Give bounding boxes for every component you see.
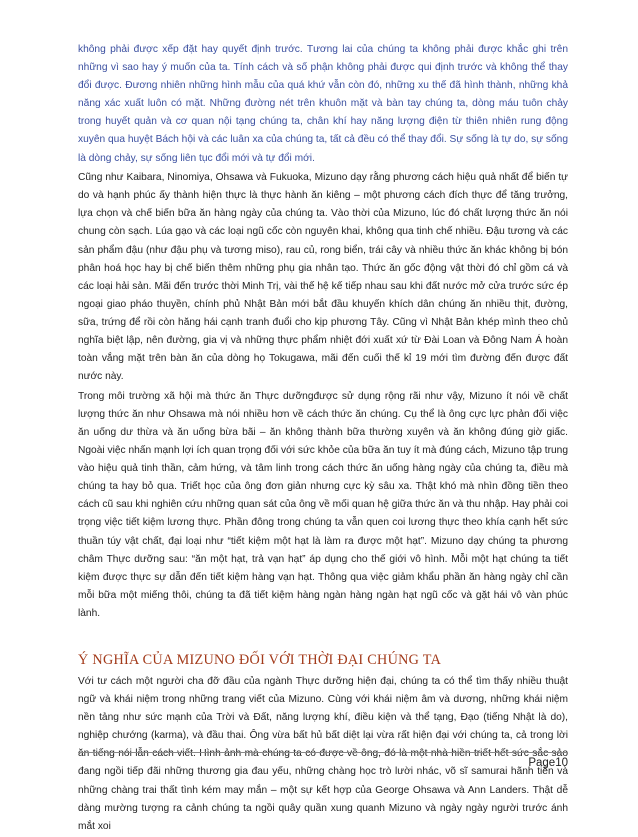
page-footer <box>78 752 568 777</box>
page-content <box>78 41 568 837</box>
paragraph-continued: không phải được xếp đặt hay quyết định trước. Tương lai của chúng ta không phải được khắc ghi trên những vì sao hay ý muốn của ta. Tính cách và số phận không phải được qui định trước và không thể thay đổi được. Đương nhiên những hình mẫu của quá khứ vẫn còn đó, những xu thế đã hình thành, những khả năng xác xuất luôn có mặt. Những đường nét trên khuôn mặt và bàn tay chúng ta, dòng máu tuôn chảy trong huyết quản và cơ quan nội tạng chúng ta, chân khí hay năng lượng điện từ thiên nhiên rung động xuyên qua huyệt Bách hội và các luân xa của chúng ta, tất cả đều có thể thay đổi. Sự sống là tự do, sự sống là dòng chảy, sự sống liên tục đổi mới và tự đổi mới. <box>78 44 568 164</box>
paragraph-eating-habits: Trong môi trường xã hội mà thức ăn Thực dưỡngđược sử dụng rộng rãi như vậy, Mizuno ít nói về chất lượng thức ăn như Ohsawa mà nói nhiều hơn về cách thức ăn chúng. Cụ thể là ông cực lực phản đối việc ăn uống dư thừa và ăn uống bừa bãi – ăn không thành bữa thường xuyên và ăn không đúng giờ giấc. Ngoài việc nhấn mạnh lợi ích quan trọng đối với sức khỏe của bữa ăn tuy ít mà đúng cách, Mizuno tập trung vào hiệu quả tinh thần, cảm hứng, và tâm linh trong cách thức ăn uống hàng ngày của chúng ta, điều mà chúng ta hay bỏ qua. Triết học của ông đơn giản nhưng cực kỳ sâu xa. Thật khó mà nhìn đồng tiền theo cách cũ sau khi nghiên cứu những quan sát của ông về mối quan hệ giữa thức ăn và thu nhập. Hay phải coi trọng việc tiết kiệm lương thực. Phần đông trong chúng ta vẫn quen coi lương thực theo khía cạnh hết sức thuần túy vật chất, đại loại như “tiết kiệm một hạt là làm ra được một hạt”. Mizuno dạy chúng ta phương châm Thực dưỡng sau: “ăn một hạt, trả vạn hạt” áp dụng cho thế giới vô hình. Mỗi một hạt chúng ta tiết kiệm được thực sự dẫn đến tiết kiệm hàng vạn hạt. Thông qua việc giảm khẩu phần ăn hàng ngày chỉ cần mỗi bữa một miếng thôi, chúng ta đã tiết kiệm hàng ngàn hàng ngàn hạt ngũ cốc và gặt hái vô vàn phúc lành. <box>78 390 568 619</box>
page-number <box>528 757 568 769</box>
section-heading: Ý NGHĨA CỦA MIZUNO ĐỐI VỚI THỜI ĐẠI CHÚNG TA <box>78 652 442 668</box>
paragraph-mizuno-significance: Với tư cách một người cha đỡ đầu của ngành Thực dưỡng hiện đại, chúng ta có thể tìm thấy nhiều thuật ngữ và khái niệm trong những trang viết của Mizuno. Cùng với khái niệm âm và dương, những khái niệm nền tảng như sức mạnh của Trời và Đất, năng lượng khí, điều kiện và thể tạng, Đạo (tiếng Nhật là do), nghiệp chướng (karma), và đầu thai. Ông vừa bất hủ bất diệt lại vừa rất hiện đại với chúng ta, cả trong lời ăn tiếng nói lẫn cách viết. Hình ảnh mà chúng ta có được về ông, đó là một nhà hiền triết hết sức sắc sảo đang ngồi tiếp đãi những thương gia đau yếu, những chàng học trò lười nhác, võ sĩ samurai hãnh tiến và những chàng trai thất tình kém may mắn – một sự kết hợp của George Ohsawa và Ann Landers. Thật dễ dàng mường tượng ra cảnh chúng ta ngồi quây quần xung quanh Mizuno và ngày ngày người trước ánh mắt xoi <box>78 676 568 832</box>
page-label: Page <box>528 757 556 769</box>
paragraph-mizuno-diet: Cũng như Kaibara, Ninomiya, Ohsawa và Fukuoka, Mizuno dạy rằng phương cách hiệu quả nhất để biến tự do và hạnh phúc ấy thành hiện thực là thực hành ăn kiêng – một phương cách đích thực để tăng trưởng, lựa chọn và chế biến bữa ăn hàng ngày của chúng ta. Vào thời của Mizuno, lúc đó chất lượng thức ăn nói chung còn sạch. Lúa gạo và các loại ngũ cốc còn nguyên khai, không qua tinh chế nhiều. Đậu tương và các sản phẩm đậu (như đậu phụ và tương miso), rau củ, rong biển, trái cây và nhiều thức ăn khác không bị bón phân hoá học hay bị chế biến thêm những phụ gia nhân tạo. Thức ăn gốc động vật thời đó chỉ gồm cá và các loại hải sản. Mãi đến trước thời Minh Trị, vài thế hệ kế tiếp nhau sau khi đất nước mở cửa trước sức ép ngoại giao pháo thuyền, chính phủ Nhật Bản mới bắt đầu khuyến khích dân chúng ăn nhiều thịt, đường, sữa, trứng để rồi còn hăng hái cạnh tranh đuổi cho kịp phương Tây. Cũng vì Nhật Bản khép mình theo chủ nghĩa biệt lập, nên đường, gia vị và những thực phẩm nhiệt đới xuất xứ từ Đài Loan và Đông Nam Á hoàn toàn vắng mặt trên bàn ăn của dòng họ Tokugawa, mãi đến cuối thế kỉ 19 mới tìm đường đến được đất nước này. <box>78 172 568 383</box>
page-number-value: 10 <box>555 757 568 769</box>
